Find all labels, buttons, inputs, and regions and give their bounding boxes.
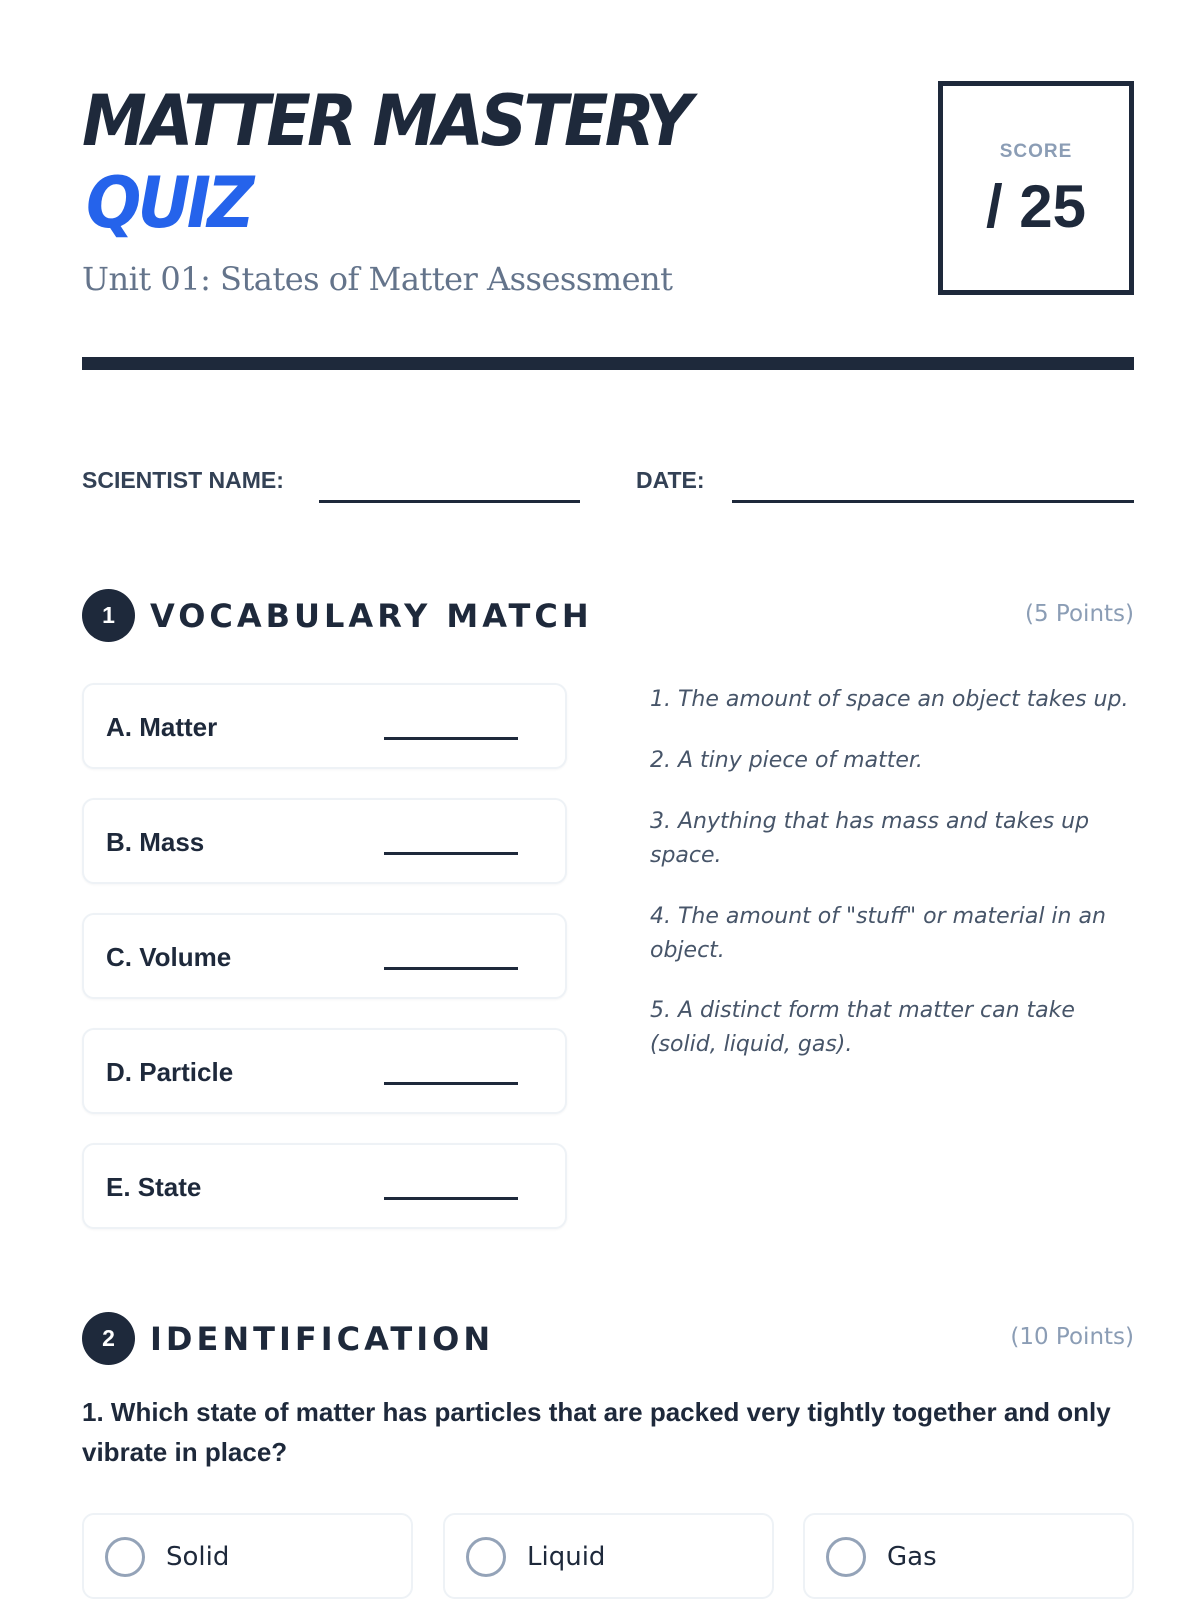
section-title: VOCABULARY MATCH [150, 597, 593, 635]
answer-option-solid[interactable] [82, 1513, 413, 1599]
score-value: / 25 [985, 173, 1087, 240]
quiz-title-line2: QUIZ [86, 162, 251, 244]
option-label: Liquid [527, 1542, 606, 1572]
section-points: (10 Points) [1010, 1324, 1134, 1350]
definition-item: 1. The amount of space an object takes up. [650, 687, 1129, 712]
radio-button[interactable] [466, 1537, 506, 1577]
scientist-name-label: SCIENTIST NAME: [82, 467, 284, 493]
option-label: Gas [887, 1542, 937, 1572]
score-box [938, 81, 1134, 295]
quiz-header [82, 78, 1134, 378]
section-number-badge: 1 [82, 589, 135, 642]
definition-item: 5. A distinct form that matter can take (solid, liquid, gas). [650, 998, 1075, 1057]
vocab-answer-blank[interactable] [384, 1082, 518, 1085]
vocab-answer-blank[interactable] [384, 852, 518, 855]
vocab-answer-blank[interactable] [384, 967, 518, 970]
section-points: (5 Points) [1025, 601, 1134, 627]
vocab-term-card [82, 798, 567, 884]
option-label: Solid [166, 1542, 230, 1572]
answer-option-gas[interactable] [803, 1513, 1134, 1599]
date-label: DATE: [636, 467, 705, 493]
vocab-term-card [82, 1028, 567, 1114]
vocab-term-label: D. Particle [106, 1057, 234, 1087]
section-number-badge: 2 [82, 1312, 135, 1365]
section-identification-header [82, 1312, 1134, 1368]
vocab-term-card [82, 1143, 567, 1229]
scientist-name-field[interactable] [319, 500, 580, 503]
definition-item: 4. The amount of "stuff" or material in an object. [650, 904, 1106, 963]
vocab-term-card [82, 913, 567, 999]
definition-item: 3. Anything that has mass and takes up space. [650, 809, 1090, 868]
header-divider [82, 357, 1134, 370]
quiz-subtitle: Unit 01: States of Matter Assessment [82, 260, 673, 298]
section-vocabulary-header [82, 589, 1134, 645]
date-field[interactable] [732, 500, 1134, 503]
section-title: IDENTIFICATION [150, 1320, 495, 1358]
vocab-answer-blank[interactable] [384, 737, 518, 740]
question-text: 1. Which state of matter has particles that are packed very tightly together and only vibrate in place? [82, 1397, 1111, 1467]
vocab-term-label: C. Volume [106, 942, 232, 972]
score-label: SCORE [999, 141, 1073, 162]
answer-option-liquid[interactable] [443, 1513, 774, 1599]
definition-item: 2. A tiny piece of matter. [650, 748, 923, 773]
vocab-term-label: B. Mass [106, 827, 205, 857]
vocab-answer-blank[interactable] [384, 1197, 518, 1200]
radio-button[interactable] [826, 1537, 866, 1577]
quiz-title-line1: MATTER MASTERY [82, 80, 689, 162]
radio-button[interactable] [105, 1537, 145, 1577]
vocab-term-label: E. State [106, 1172, 202, 1202]
vocab-term-label: A. Matter [106, 712, 218, 742]
vocab-term-card [82, 683, 567, 769]
